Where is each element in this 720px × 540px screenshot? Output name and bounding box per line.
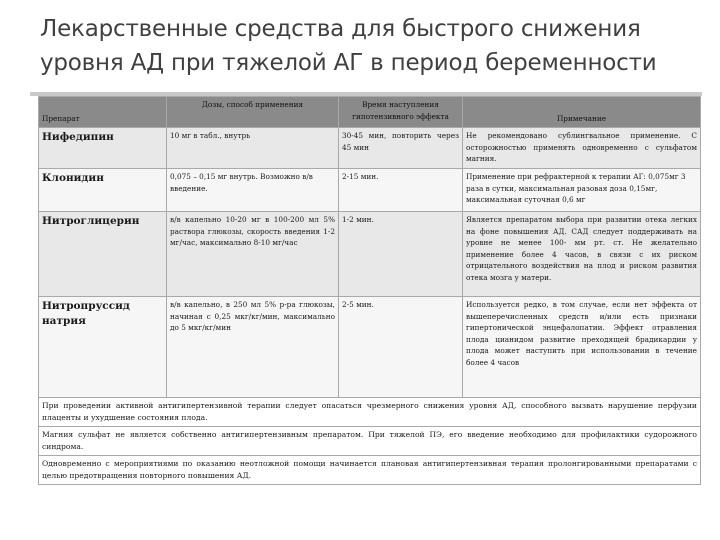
drug-name: Нитроглицерин [39,212,167,297]
table-row [39,297,701,398]
drug-note: Используется редко, в том случае, если нет эффекта от вышеперечисленных средств и/или есть признаки гипертонической энцефалопатии. Эффект отравления плода цианидом развитие преходящей брадикардии у плода может наступить при использовании в течение более 4 часов [463,297,701,398]
table-note: Одновременно с мероприятиями по оказанию неотложной помощи начинается плановая антигипертензивная терапия пролонгированными препаратами с целью предотвращения повторного повышения АД. [39,456,701,485]
header-drug: Препарат [39,97,167,128]
table-note-row [39,456,701,485]
drug-onset: 30-45 мин, повторить через 45 мин [339,128,463,169]
table-header-row [39,97,701,128]
drugs-table [38,96,701,485]
drug-onset: 2-5 мин. [339,297,463,398]
drug-dose: в/в капельно 10-20 мг в 100-200 мл 5% раствора глюкозы, скорость введения 1-2 мг/час, максимально 8-10 мг/час [167,212,339,297]
header-onset: Время наступления гипотензивного эффекта [339,97,463,128]
drug-name: Нифедипин [39,128,167,169]
table-row [39,212,701,297]
drug-dose: 10 мг в табл., внутрь [167,128,339,169]
table-note: При проведении активной антигипертензивной терапии следует опасаться чрезмерного снижения уровня АД, способного вызвать нарушение перфузии плаценты и ухудшение состояния плода. [39,398,701,427]
table-note-row [39,398,701,427]
header-note: Примечание [463,97,701,128]
drug-note: Применение при рефрактерной к терапии АГ: 0,075мг 3 раза в сутки, максимальная разовая доза 0,15мг, максимальная суточная 0,6 мг [463,169,701,212]
drug-note: Является препаратом выбора при развитии отека легких на фоне повышения АД. САД следует поддерживать на уровне не менее 100- мм рт. ст. Не желательно применение более 4 часов, в связи с их риском отрицательного воздействия на плод и риском развития отека мозга у матери. [463,212,701,297]
drug-dose: 0,075 – 0,15 мг внутрь. Возможно в/в введение. [167,169,339,212]
drug-dose: в/в капельно, в 250 мл 5% р-ра глюкозы, начиная с 0,25 мкг/кг/мин, максимально до 5 мкг/кг/мин [167,297,339,398]
drug-name: Нитропруссид натрия [39,297,167,398]
table-note: Магния сульфат не является собственно антигипертензивным препаратом. При тяжелой ПЭ, его введение необходимо для профилактики судорожного синдрома. [39,427,701,456]
table-row [39,128,701,169]
drug-onset: 1-2 мин. [339,212,463,297]
table-note-row [39,427,701,456]
slide-title: Лекарственные средства для быстрого снижения уровня АД при тяжелой АГ в период беременности [40,16,657,76]
drug-note: Не рекомендовано сублингвальное применение. С осторожностью применять одновременно с сульфатом магния. [463,128,701,169]
table-row [39,169,701,212]
header-dose: Дозы, способ применения [167,97,339,128]
drug-onset: 2-15 мин. [339,169,463,212]
drug-name: Клонидин [39,169,167,212]
